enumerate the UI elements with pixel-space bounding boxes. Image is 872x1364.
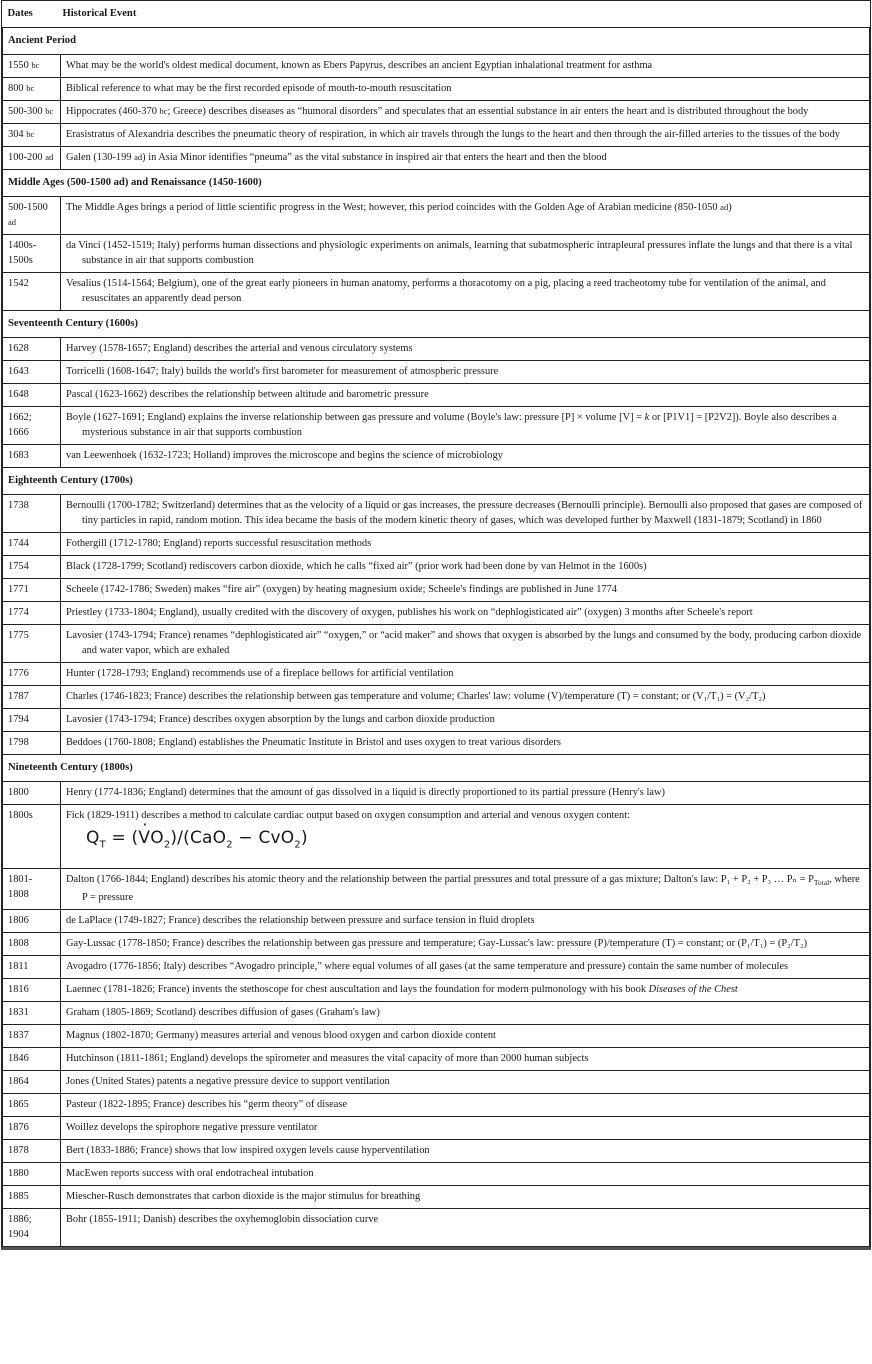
event-cell [61, 579, 870, 602]
event-cell [61, 445, 870, 468]
table-row [3, 197, 870, 235]
event-cell [61, 407, 870, 445]
event-text: Pasteur (1822-1895; France) describes his “germ theory” of disease [66, 1099, 348, 1111]
date-text: 1800 [8, 787, 29, 798]
event-text: MacEwen reports success with oral endotracheal intubation [66, 1168, 314, 1180]
date-cell [3, 197, 61, 235]
event-text: Harvey (1578-1657; England) describes the arterial and venous circulatory systems [66, 343, 413, 354]
date-text: 1776 [8, 668, 29, 679]
event-cell [61, 732, 870, 755]
date-cell [3, 979, 61, 1002]
section-title: Ancient Period [3, 28, 870, 55]
event-text: Jones (United States) patents a negative pressure device to support ventilation [66, 1076, 390, 1088]
date-cell [3, 1025, 61, 1048]
date-text: 1885 [8, 1191, 29, 1203]
event-text: Charles (1746-1823; France) describes the relationship between gas temperature and volume; Charles' law: volume (V)/temperature (T) = constant; or (V₁/T₁) = (V₂/T₂) [66, 691, 766, 702]
table-header-row [3, 1, 870, 28]
table-row [3, 124, 870, 147]
date-cell [3, 533, 61, 556]
date-cell [3, 1209, 61, 1247]
event-text: Bert (1833-1886; France) shows that low inspired oxygen levels cause hyperventilation [66, 1145, 430, 1157]
date-text: 100-200 ad [8, 152, 54, 163]
table-row [3, 732, 870, 755]
table-row [3, 1048, 870, 1071]
date-cell [3, 556, 61, 579]
event-cell [61, 55, 870, 78]
date-cell [3, 602, 61, 625]
event-text: Magnus (1802-1870; Germany) measures arterial and venous blood oxygen and carbon dioxide content [66, 1030, 496, 1042]
date-cell [3, 1071, 61, 1094]
table-row [3, 556, 870, 579]
date-text: 1754 [8, 561, 29, 572]
date-text: 1400s- 1500s [8, 240, 37, 266]
date-text: 1816 [8, 984, 29, 996]
history-table-body [3, 1, 870, 1247]
date-text: 1864 [8, 1076, 29, 1088]
event-text: van Leewenhoek (1632-1723; Holland) improves the microscope and begins the science of microbiology [66, 450, 503, 461]
event-cell [61, 235, 870, 273]
event-text: Laennec (1781-1826; France) invents the stethoscope for chest auscultation and lays the foundation for modern pulmonology with his book Diseases of the Chest [66, 984, 738, 996]
event-text: Lavosier (1743-1794; France) describes oxygen absorption by the lungs and carbon dioxide production [66, 714, 495, 725]
event-text: Galen (130-199 ad) in Asia Minor identifies “pneuma” as the vital substance in inspired air that enters the heart and then the blood [66, 152, 607, 163]
event-text: Erasistratus of Alexandria describes the pneumatic theory of respiration, in which air travels through the lungs to the heart and then through the air-filled arteries to the tissues of the body [66, 129, 840, 140]
section-title: Seventeenth Century (1600s) [3, 311, 870, 338]
section-header-row [3, 468, 870, 495]
date-cell [3, 495, 61, 533]
date-text: 1846 [8, 1053, 29, 1065]
event-cell [61, 147, 870, 170]
table-row [3, 533, 870, 556]
date-text: 1628 [8, 343, 29, 354]
table-row [3, 101, 870, 124]
table-row [3, 407, 870, 445]
event-text: Woillez develops the spirophore negative pressure ventilator [66, 1122, 318, 1134]
table-row [3, 273, 870, 311]
date-cell [3, 782, 61, 805]
date-text: 1550 bc [8, 60, 40, 71]
date-cell [3, 805, 61, 869]
event-cell [61, 556, 870, 579]
event-cell [61, 686, 870, 709]
table-row [3, 361, 870, 384]
date-cell [3, 147, 61, 170]
date-cell [3, 910, 61, 933]
date-cell [3, 124, 61, 147]
date-cell [3, 625, 61, 663]
event-text: Black (1728-1799; Scotland) rediscovers carbon dioxide, which he calls “fixed air” (prior work had been done by van Helmot in the 1600s) [66, 561, 647, 572]
event-cell [61, 979, 870, 1002]
date-text: 1831 [8, 1007, 29, 1019]
date-cell [3, 956, 61, 979]
date-cell [3, 273, 61, 311]
event-text: Biblical reference to what may be the first recorded episode of mouth-to-mouth resuscitation [66, 83, 452, 94]
table-row [3, 235, 870, 273]
event-cell [61, 625, 870, 663]
event-text: Bohr (1855-1911; Danish) describes the oxyhemoglobin dissociation curve [66, 1214, 379, 1226]
section-header-row [3, 28, 870, 55]
date-cell [3, 338, 61, 361]
event-cell [61, 1002, 870, 1025]
event-text: Fick (1829-1911) describes a method to calculate cardiac output based on oxygen consumption and arterial and venous oxygen content: [66, 810, 631, 821]
date-text: 1738 [8, 500, 29, 511]
event-text: Graham (1805-1869; Scotland) describes diffusion of gases (Graham's law) [66, 1007, 380, 1019]
date-cell [3, 1140, 61, 1163]
event-text: Lavosier (1743-1794; France) renames “dephlogisticated air” “oxygen,” or “acid maker” and shows that oxygen is absorbed by the lungs and consumed by the body, producing carbon dioxide and water vapor, which are exhaled [66, 630, 862, 656]
table-row [3, 1094, 870, 1117]
date-text: 1794 [8, 714, 29, 725]
event-text: Hippocrates (460-370 bc; Greece) describes diseases as “humoral disorders” and speculates that an essential substance in air enters the heart and is distributed throughout the body [66, 106, 809, 117]
event-cell [61, 709, 870, 732]
event-cell [61, 1186, 870, 1209]
date-text: 1801- 1808 [8, 874, 33, 901]
date-text: 1880 [8, 1168, 29, 1180]
date-cell [3, 1117, 61, 1140]
history-table [2, 1, 870, 1247]
section-header-row [3, 755, 870, 782]
date-text: 500-1500 ad [8, 202, 48, 227]
date-text: 1811 [8, 961, 29, 973]
date-cell [3, 361, 61, 384]
event-text: Miescher-Rusch demonstrates that carbon dioxide is the major stimulus for breathing [66, 1191, 421, 1203]
date-cell [3, 579, 61, 602]
event-text: Hutchinson (1811-1861; England) develops the spirometer and measures the vital capacity of more than 2000 human subjects [66, 1053, 589, 1065]
date-cell [3, 1094, 61, 1117]
table-row [3, 805, 870, 869]
table-row [3, 78, 870, 101]
event-cell [61, 869, 870, 910]
date-text: 1775 [8, 630, 29, 641]
event-cell [61, 805, 870, 869]
date-cell [3, 445, 61, 468]
event-text: Henry (1774-1836; England) determines that the amount of gas dissolved in a liquid is directly proportioned to its partial pressure (Henry's law) [66, 787, 665, 798]
table-row [3, 956, 870, 979]
date-text: 1774 [8, 607, 29, 618]
table-row [3, 55, 870, 78]
date-text: 1662; 1666 [8, 412, 32, 438]
date-text: 1643 [8, 366, 29, 377]
table-row [3, 1002, 870, 1025]
table-row [3, 445, 870, 468]
date-text: 1744 [8, 538, 29, 549]
section-title: Nineteenth Century (1800s) [3, 755, 870, 782]
event-cell [61, 384, 870, 407]
event-text: Pascal (1623-1662) describes the relationship between altitude and barometric pressure [66, 389, 429, 400]
date-text: 500-300 bc [8, 106, 54, 117]
table-row [3, 1025, 870, 1048]
section-title: Eighteenth Century (1700s) [3, 468, 870, 495]
event-text: Bernoulli (1700-1782; Switzerland) determines that as the velocity of a liquid or gas increases, the pressure decreases (Bernoulli principle). Bernoulli also proposed that gases are composed of tiny particles in rapid, random motion. This idea became the basis of the modern kinetic theory of gases, which was developed further by Maxwell (1831-1879; Scotland) in 1860 [66, 500, 863, 526]
event-cell [61, 197, 870, 235]
event-cell [61, 533, 870, 556]
event-cell [61, 1048, 870, 1071]
table-row [3, 686, 870, 709]
date-cell [3, 1048, 61, 1071]
date-cell [3, 55, 61, 78]
date-cell [3, 1163, 61, 1186]
date-text: 1837 [8, 1030, 29, 1042]
event-text: de LaPlace (1749-1827; France) describes the relationship between pressure and surface tension in fluid droplets [66, 915, 535, 927]
event-cell [61, 663, 870, 686]
date-text: 1798 [8, 737, 29, 748]
date-cell [3, 686, 61, 709]
date-text: 1648 [8, 389, 29, 400]
date-cell [3, 1186, 61, 1209]
section-header-row [3, 311, 870, 338]
table-row [3, 709, 870, 732]
event-text: Torricelli (1608-1647; Italy) builds the world's first barometer for measurement of atmospheric pressure [66, 366, 499, 377]
event-text: Avogadro (1776-1856; Italy) describes “Avogadro principle,” where equal volumes of all gases (at the same temperature and pressure) contain the same number of molecules [66, 961, 789, 973]
header-dates: Dates [3, 1, 61, 28]
table-row [3, 1186, 870, 1209]
date-text: 1886; 1904 [8, 1214, 32, 1241]
event-cell [61, 1117, 870, 1140]
event-cell [61, 956, 870, 979]
table-row [3, 1163, 870, 1186]
event-cell [61, 1209, 870, 1247]
table-row [3, 1140, 870, 1163]
date-cell [3, 732, 61, 755]
event-text: Boyle (1627-1691; England) explains the inverse relationship between gas pressure and volume (Boyle's law: pressure [P] × volume [V] = k or [P1V1] = [P2V2]). Boyle also describes a mysterious substance in air that supports combustion [66, 412, 837, 438]
event-cell [61, 273, 870, 311]
event-text: Dalton (1766-1844; England) describes his atomic theory and the relationship between the partial pressures and total pressure of a gas mixture; Dalton's law: P₁ + P₂ + P₃ … $P_n = P_{Total}$, where P = pressure [66, 874, 860, 904]
date-text: 1800s [8, 810, 33, 821]
date-cell [3, 235, 61, 273]
table-row [3, 869, 870, 910]
history-table-container [1, 0, 871, 1250]
date-text: 1808 [8, 938, 29, 950]
date-cell [3, 1002, 61, 1025]
table-row [3, 1071, 870, 1094]
event-cell [61, 101, 870, 124]
date-cell [3, 869, 61, 910]
date-text: 1542 [8, 278, 29, 289]
date-text: 1876 [8, 1122, 29, 1134]
date-cell [3, 101, 61, 124]
date-text: 304 bc [8, 129, 35, 140]
table-row [3, 147, 870, 170]
event-cell [61, 124, 870, 147]
event-cell [61, 933, 870, 956]
event-text: da Vinci (1452-1519; Italy) performs human dissections and physiologic experiments on animals, learning that subatmospheric intrapleural pressures inflate the lungs and that there is a vital substance in air that supports combustion [66, 240, 853, 266]
table-row [3, 979, 870, 1002]
event-cell [61, 1025, 870, 1048]
event-cell [61, 910, 870, 933]
table-row [3, 910, 870, 933]
event-text: The Middle Ages brings a period of little scientific progress in the West; however, this period coincides with the Golden Age of Arabian medicine (850-1050 ad) [66, 202, 732, 213]
table-row [3, 495, 870, 533]
event-text: Fothergill (1712-1780; England) reports successful resuscitation methods [66, 538, 372, 549]
date-cell [3, 384, 61, 407]
event-text: Hunter (1728-1793; England) recommends use of a fireplace bellows for artificial ventilation [66, 668, 454, 679]
event-cell [61, 495, 870, 533]
date-text: 1771 [8, 584, 29, 595]
event-cell [61, 338, 870, 361]
table-row [3, 625, 870, 663]
header-historical-event: Historical Event [61, 1, 870, 28]
date-text: 1865 [8, 1099, 29, 1111]
table-row [3, 579, 870, 602]
event-text: Beddoes (1760-1808; England) establishes the Pneumatic Institute in Bristol and uses oxygen to treat various disorders [66, 737, 561, 748]
date-text: 1683 [8, 450, 29, 461]
event-cell [61, 1140, 870, 1163]
table-row [3, 338, 870, 361]
event-text: Scheele (1742-1786; Sweden) makes “fire air” (oxygen) by heating magnesium oxide; Scheele's findings are published in June 1774 [66, 584, 617, 595]
date-cell [3, 407, 61, 445]
event-cell [61, 1071, 870, 1094]
fick-formula: $Q_T$ = (· $VO_2)/(CaO_2 - CvO_2)$ [66, 823, 865, 864]
table-row [3, 384, 870, 407]
event-text: Gay-Lussac (1778-1850; France) describes the relationship between gas pressure and temperature; Gay-Lussac's law: pressure (P)/temperature (T) = constant; or (P₁/T₁) = (P₂/T₂) [66, 938, 808, 950]
event-text: What may be the world's oldest medical document, known as Ebers Papyrus, describes an ancient Egyptian inhalational treatment for asthma [66, 60, 653, 71]
table-row [3, 933, 870, 956]
section-header-row [3, 170, 870, 197]
event-cell [61, 602, 870, 625]
date-text: 800 bc [8, 83, 35, 94]
event-cell [61, 782, 870, 805]
event-cell [61, 1094, 870, 1117]
date-text: 1806 [8, 915, 29, 927]
section-title: Middle Ages (500-1500 ad) and Renaissance (1450-1600) [3, 170, 870, 197]
date-cell [3, 663, 61, 686]
date-text: 1787 [8, 691, 29, 702]
date-cell [3, 709, 61, 732]
table-row [3, 782, 870, 805]
event-text: Vesalius (1514-1564; Belgium), one of the great early pioneers in human anatomy, performs a thoracotomy on a pig, placing a reed tracheotomy tube for ventilation of the animal, and resuscitates an apparently dead person [66, 278, 826, 304]
date-text: 1878 [8, 1145, 29, 1157]
table-row [3, 663, 870, 686]
date-cell [3, 78, 61, 101]
event-cell [61, 78, 870, 101]
table-row [3, 1209, 870, 1247]
table-row [3, 1117, 870, 1140]
date-cell [3, 933, 61, 956]
event-cell [61, 361, 870, 384]
event-text: Priestley (1733-1804; England), usually credited with the discovery of oxygen, publishes his work on “dephlogisticated air” (oxygen) 3 months after Scheele's report [66, 607, 753, 618]
event-cell [61, 1163, 870, 1186]
table-row [3, 602, 870, 625]
